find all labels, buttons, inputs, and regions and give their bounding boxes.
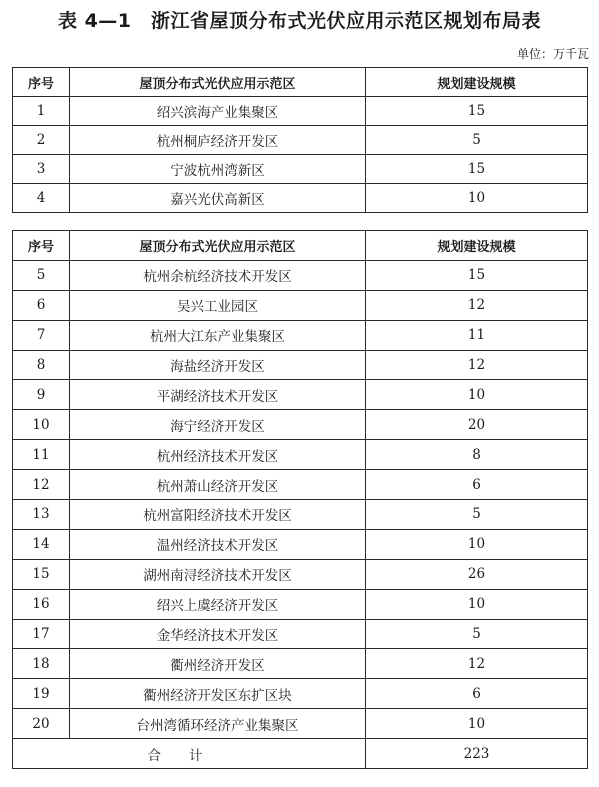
table2-body <box>13 260 588 738</box>
row-scale: 11 <box>366 320 588 350</box>
row-index: 4 <box>13 184 70 213</box>
row-index: 20 <box>13 709 70 739</box>
header-index: 序号 <box>13 231 70 261</box>
row-zone-name: 海盐经济开发区 <box>70 350 366 380</box>
row-index: 9 <box>13 380 70 410</box>
table-row <box>13 97 588 126</box>
row-index: 8 <box>13 350 70 380</box>
total-label <box>13 739 366 769</box>
row-zone-name: 平湖经济技术开发区 <box>70 380 366 410</box>
row-scale: 15 <box>366 260 588 290</box>
row-scale: 12 <box>366 649 588 679</box>
table-row <box>13 440 588 470</box>
row-scale: 8 <box>366 440 588 470</box>
row-zone-name: 杭州大江东产业集聚区 <box>70 320 366 350</box>
row-scale: 6 <box>366 470 588 500</box>
row-scale: 5 <box>366 500 588 530</box>
table-row <box>13 350 588 380</box>
row-zone-name: 海宁经济开发区 <box>70 410 366 440</box>
header-index: 序号 <box>13 68 70 97</box>
row-zone-name: 杭州经济技术开发区 <box>70 440 366 470</box>
table-row <box>13 679 588 709</box>
row-scale: 12 <box>366 350 588 380</box>
table-row <box>13 260 588 290</box>
row-scale: 15 <box>366 155 588 184</box>
row-index: 5 <box>13 260 70 290</box>
table-row <box>13 290 588 320</box>
row-scale: 5 <box>366 126 588 155</box>
row-index: 12 <box>13 470 70 500</box>
header-scale: 规划建设规模 <box>366 68 588 97</box>
header-scale: 规划建设规模 <box>366 231 588 261</box>
row-index: 7 <box>13 320 70 350</box>
row-index: 16 <box>13 589 70 619</box>
table-row <box>13 589 588 619</box>
row-zone-name: 温州经济技术开发区 <box>70 529 366 559</box>
row-zone-name: 嘉兴光伏高新区 <box>70 184 366 213</box>
row-zone-name: 杭州富阳经济技术开发区 <box>70 500 366 530</box>
table-row <box>13 649 588 679</box>
row-scale: 15 <box>366 97 588 126</box>
row-zone-name: 台州湾循环经济产业集聚区 <box>70 709 366 739</box>
total-value: 223 <box>366 739 588 769</box>
row-index: 17 <box>13 619 70 649</box>
row-index: 3 <box>13 155 70 184</box>
table-row <box>13 529 588 559</box>
row-index: 19 <box>13 679 70 709</box>
header-zone: 屋顶分布式光伏应用示范区 <box>70 231 366 261</box>
row-scale: 10 <box>366 184 588 213</box>
row-zone-name: 衢州经济开发区东扩区块 <box>70 679 366 709</box>
table-row <box>13 126 588 155</box>
table-row <box>13 470 588 500</box>
row-scale: 10 <box>366 529 588 559</box>
row-zone-name: 金华经济技术开发区 <box>70 619 366 649</box>
total-label-text: 合计 <box>147 747 231 764</box>
planning-table-part-1 <box>12 67 588 213</box>
row-index: 1 <box>13 97 70 126</box>
row-zone-name: 吴兴工业园区 <box>70 290 366 320</box>
row-index: 15 <box>13 559 70 589</box>
table-row <box>13 559 588 589</box>
row-scale: 6 <box>366 679 588 709</box>
page-title: 表 4—1 浙江省屋顶分布式光伏应用示范区规划布局表 <box>57 10 542 32</box>
table-row <box>13 709 588 739</box>
row-zone-name: 宁波杭州湾新区 <box>70 155 366 184</box>
table-row <box>13 500 588 530</box>
table1-body <box>13 97 588 213</box>
row-index: 6 <box>13 290 70 320</box>
row-scale: 20 <box>366 410 588 440</box>
table-header-row <box>13 231 588 261</box>
row-zone-name: 绍兴上虞经济开发区 <box>70 589 366 619</box>
row-scale: 10 <box>366 380 588 410</box>
table-row <box>13 320 588 350</box>
unit-label: 单位：万千瓦 <box>516 47 589 61</box>
table-row <box>13 184 588 213</box>
row-scale: 10 <box>366 709 588 739</box>
row-zone-name: 湖州南浔经济技术开发区 <box>70 559 366 589</box>
header-zone: 屋顶分布式光伏应用示范区 <box>70 68 366 97</box>
row-zone-name: 绍兴滨海产业集聚区 <box>70 97 366 126</box>
row-scale: 26 <box>366 559 588 589</box>
row-zone-name: 杭州萧山经济开发区 <box>70 470 366 500</box>
row-index: 14 <box>13 529 70 559</box>
row-zone-name: 杭州桐庐经济开发区 <box>70 126 366 155</box>
row-zone-name: 衢州经济开发区 <box>70 649 366 679</box>
table-row <box>13 155 588 184</box>
row-scale: 10 <box>366 589 588 619</box>
row-index: 10 <box>13 410 70 440</box>
row-scale: 5 <box>366 619 588 649</box>
total-row <box>13 739 588 769</box>
row-index: 2 <box>13 126 70 155</box>
planning-table-part-2 <box>12 230 588 769</box>
table-row <box>13 410 588 440</box>
table-row <box>13 619 588 649</box>
table-header-row <box>13 68 588 97</box>
row-zone-name: 杭州余杭经济技术开发区 <box>70 260 366 290</box>
row-scale: 12 <box>366 290 588 320</box>
row-index: 11 <box>13 440 70 470</box>
row-index: 13 <box>13 500 70 530</box>
table-row <box>13 380 588 410</box>
row-index: 18 <box>13 649 70 679</box>
